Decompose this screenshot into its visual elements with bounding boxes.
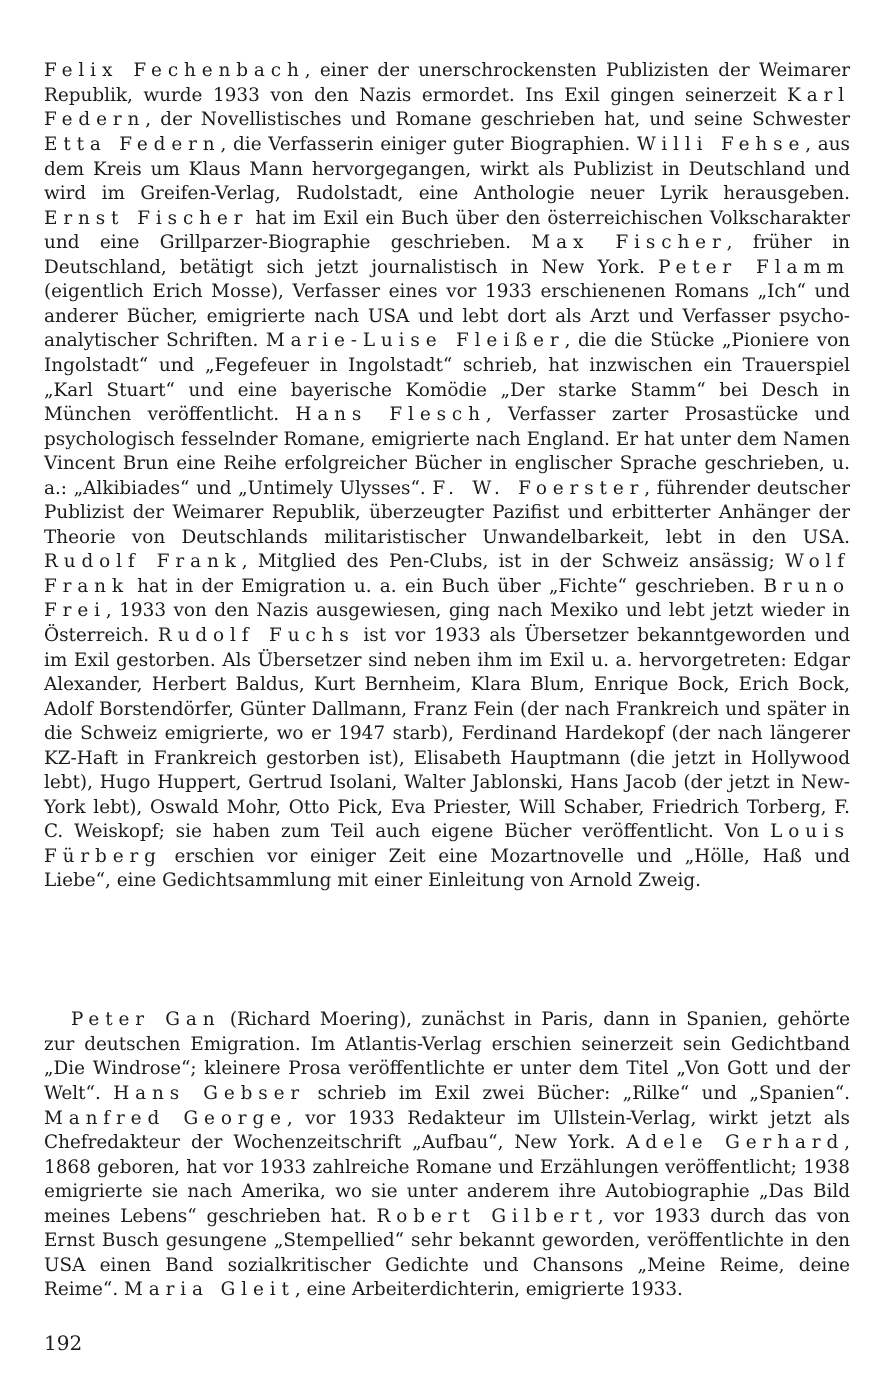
text-run: (eigentlich Erich Mosse), Verfasser eines vor 1933 erschienenen Romans „Ich“ und anderer Bücher, emigrierte nach USA und lebt dort als Arzt und Verfasser psycho-analytischer Schriften. [44,281,850,352]
paragraph-1 [44,59,850,894]
person-name: Ernst Fischer [44,207,249,229]
person-name: Rudolf Frank [44,551,242,573]
text-run: , 1933 von den Nazis ausgewiesen, ging nach Mexiko und lebt jetzt wieder in Österreich. [44,600,850,646]
text-run: , der Novellistisches und Romane geschrieben hat, und seine Schwester [145,109,850,131]
person-name: Max Fischer [531,232,727,254]
person-name: Hans Gebser [113,1083,306,1105]
person-name: Hans Flesch [295,404,486,426]
person-name: Willi Fehse [636,134,806,156]
text-run: , Verfasser zarter Prosastücke und psychologisch fesselnder Romane, emigrierte nach England. Er hat unter dem Namen Vincent Brun eine Reihe erfolgreicher Bücher in englischer Sprache geschrieben, u. a.: „Alkibiades“ und „Untimely Ulysses“. [44,404,850,499]
person-name: Marie-Luise Fleißer [265,330,565,352]
text-run: hat in der Emigration u. a. ein Buch über „Fichte“ geschrieben. [128,575,764,597]
text-run: , einer der unerschrockensten Publizisten der Weimarer Republik, wurde 1933 von den Nazis ermordet. Ins Exil gingen seinerzeit [44,60,851,106]
text-run: , 1868 geboren, hat vor 1933 zahlreiche Romane und Erzählungen veröffentlicht; 1938 emigrierte sie nach Amerika, wo sie unter anderem ihre Autobiographie „Das Bild meines Lebens“ geschrieben hat. [44,1132,850,1227]
text-run: hat im Exil ein Buch über den österreichischen Volkscharakter und eine Grillparzer-Biographie geschrieben. [44,207,851,254]
page-number: 192 [44,1331,83,1355]
person-name: Maria Gleit [124,1279,295,1301]
person-name: Peter Flamm [658,256,850,278]
text-run: ist vor 1933 als Übersetzer bekanntgeworden und im Exil gestorben. Als Übersetzer sind neben ihm im Exil u. a. hervorgetreten: Edgar Alexander, Herbert Baldus, Kurt Bernheim, Klara Blum, Enrique Bock, Erich Bock, Adolf Borstendörfer, Günter Dallmann, Franz Fein (der nach Frankreich und später in die Schweiz emigrierte, wo er 1947 starb), Ferdinand Hardekopf (der nach längerer KZ-Haft in Frankreich gestorben ist), Elisabeth Hauptmann (die jetzt in Hollywood lebt), Hugo Huppert, Gertrud Isolani, Walter Jablonski, Hans Jacob (der jetzt in New-York lebt), Oswald Mohr, Otto Pick, Eva Priester, Will Schaber, Friedrich Torberg, F. C. Weiskopf; sie haben zum Teil auch eigene Bücher veröffentlicht. Von [44,624,850,843]
person-name: Peter Gan [71,1009,221,1031]
text-run: , aus dem Kreis um Klaus Mann hervorgegangen, wirkt als Publizist in Deutschland und wird im Greifen-Verlag, Rudolstadt, eine Anthologie neuer Lyrik herausgeben. [44,134,850,205]
person-name: Felix Fechenbach [44,60,305,82]
text-run: , vor 1933 durch das von Ernst Busch gesungene „Stempellied“ sehr bekannt geworden, veröffentlichte in den USA einen Band sozialkritischer Gedichte und Chansons „Meine Reime, deine Reime“. [44,1205,851,1301]
text-run: (Richard Moering), zunächst in Paris, dann in Spanien, gehörte zur deutschen Emigration. Im Atlantis-Verlag erschien seinerzeit sein Gedichtband „Die Windrose“; kleinere Prosa veröffentlichte er unter dem Titel „Von Gott und der Welt“. [44,1009,850,1105]
text-run: , die die Stücke „Pioniere von Ingolstadt“ und „Fegefeuer in Ingolstadt“ schrieb, hat inzwischen ein Trauerspiel „Karl Stuart“ und eine bayerische Komödie „Der starke Stamm“ bei Desch in München veröffentlicht. [44,330,850,426]
person-name: Rudolf Fuchs [157,624,355,646]
text-run: schrieb im Exil zwei Bücher: „Rilke“ und „Spanien“. [305,1083,850,1105]
text-run: , die Verfasserin einiger guter Biographien. [220,134,637,156]
person-name: Robert Gilbert [376,1205,598,1227]
person-name: Manfred George [44,1107,287,1129]
person-name: Adele Gerhard [626,1132,845,1154]
person-name: Etta Federn [44,134,221,156]
person-name: Bruno Frei [44,575,850,622]
person-name: Louis Fürberg [44,821,850,867]
text-run: erschien vor einiger Zeit eine Mozartnovelle und „Hölle, Haß und Liebe“, eine Gedichtsammlung mit einer Einleitung von Arnold Zweig. [44,845,850,892]
text-run: , vor 1933 Redakteur im Ullstein-Verlag, wirkt jetzt als Chefredakteur der Wochenzeitschrift „Aufbau“, New York. [44,1107,850,1154]
text-run: , früher in Deutschland, betätigt sich jetzt journalistisch in New York. [44,232,850,278]
text-run: , Mitglied des Pen-Clubs, ist in der Schweiz ansässig; [241,551,786,573]
text-run: , eine Arbeiterdichterin, emigrierte 1933. [294,1279,683,1301]
text-run: , führender deutscher Publizist der Weimarer Republik, überzeugter Pazifist und erbitterter Anhänger der Theorie von Deutschlands militaristischer Unwandelbarkeit, lebt in den USA. [44,477,850,548]
paragraph-2 [44,1008,850,1303]
person-name: Wolf Frank [44,551,850,597]
person-name: Karl Federn [44,84,850,131]
person-name: F. W. Foerster [432,477,645,499]
